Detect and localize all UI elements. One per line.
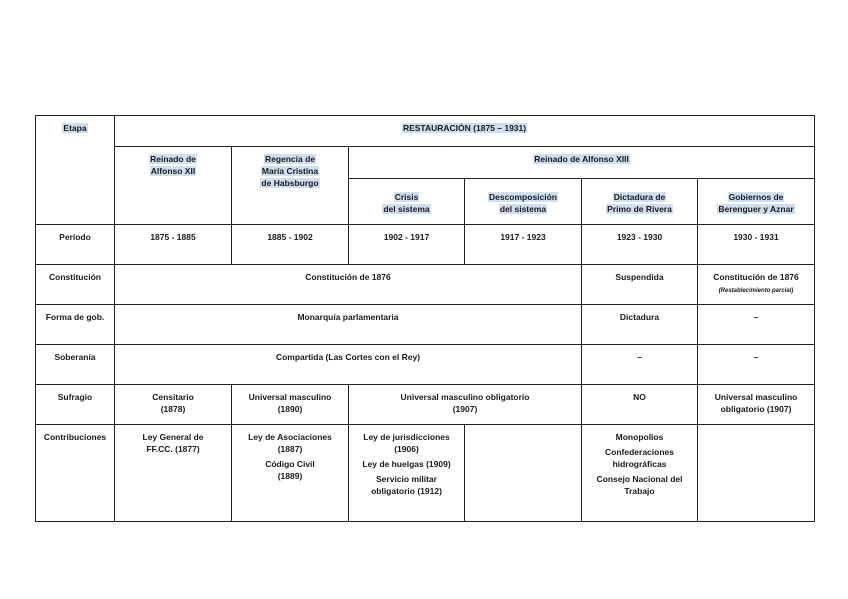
soberania-label: Soberanía <box>36 345 115 385</box>
sufragio-label: Sufragio <box>36 385 115 425</box>
forma-label: Forma de gob. <box>36 305 115 345</box>
constitucion-gobiernos-text: Constitución de 1876 <box>713 272 799 282</box>
constitucion-label: Constitución <box>36 265 115 305</box>
sufragio-row <box>36 385 815 425</box>
forma-dictadura: Dictadura <box>582 305 698 345</box>
forma-row <box>36 305 815 345</box>
restauracion-table <box>35 115 815 522</box>
constitucion-row <box>36 265 815 305</box>
contribuciones-crisis: Ley de jurisdicciones (1906) Ley de huelgas (1909) Servicio militar obligatorio (1912) <box>349 425 465 522</box>
constitucion-gobiernos <box>698 265 815 305</box>
crisis-header: Crisis del sistema <box>349 179 465 225</box>
sufragio-regencia: Universal masculino (1890) <box>232 385 349 425</box>
contribuciones-label: Contribuciones <box>36 425 115 522</box>
regencia-header: Regencia de María Cristina de Habsburgo <box>232 147 349 225</box>
dictadura-header: Dictadura de Primo de Rivera <box>582 179 698 225</box>
periodo-value: 1923 - 1930 <box>582 225 698 265</box>
contribuciones-descomposicion <box>465 425 582 522</box>
periodo-value: 1885 - 1902 <box>232 225 349 265</box>
periodo-label: Período <box>36 225 115 265</box>
forma-gobiernos: – <box>698 305 815 345</box>
sufragio-alfonso12: Censitario (1878) <box>115 385 232 425</box>
constitucion-gobiernos-note: (Restablecimiento parcial) <box>718 288 794 294</box>
soberania-main: Compartida (Las Cortes con el Rey) <box>115 345 582 385</box>
descomposicion-header: Descomposición del sistema <box>465 179 582 225</box>
periodo-value: 1875 - 1885 <box>115 225 232 265</box>
soberania-gobiernos: – <box>698 345 815 385</box>
sufragio-gobiernos: Universal masculino obligatorio (1907) <box>698 385 815 425</box>
alfonso13-header: Reinado de Alfonso XIII <box>349 147 815 179</box>
soberania-dictadura: – <box>582 345 698 385</box>
sufragio-dictadura: NO <box>582 385 698 425</box>
periodo-value: 1902 - 1917 <box>349 225 465 265</box>
constitucion-main: Constitución de 1876 <box>115 265 582 305</box>
soberania-row <box>36 345 815 385</box>
restauracion-header: RESTAURACIÓN (1875 – 1931) <box>115 116 815 147</box>
constitucion-dictadura: Suspendida <box>582 265 698 305</box>
contribuciones-regencia: Ley de Asociaciones (1887) Código Civil (1889) <box>232 425 349 522</box>
contribuciones-row <box>36 425 815 522</box>
gobiernos-header: Gobiernos de Berenguer y Aznar <box>698 179 815 225</box>
periodo-value: 1917 - 1923 <box>465 225 582 265</box>
contribuciones-gobiernos <box>698 425 815 522</box>
sufragio-alfonso13: Universal masculino obligatorio (1907) <box>349 385 582 425</box>
etapa-header: Etapa <box>36 116 115 225</box>
header-row-2 <box>36 147 815 179</box>
contribuciones-alfonso12: Ley General de FF.CC. (1877) <box>115 425 232 522</box>
header-row-1 <box>36 116 815 147</box>
contribuciones-dictadura: Monopolios Confederaciones hidrográficas Consejo Nacional del Trabajo <box>582 425 698 522</box>
periodo-row <box>36 225 815 265</box>
periodo-value: 1930 - 1931 <box>698 225 815 265</box>
forma-main: Monarquía parlamentaria <box>115 305 582 345</box>
alfonso12-header: Reinado de Alfonso XII <box>115 147 232 225</box>
